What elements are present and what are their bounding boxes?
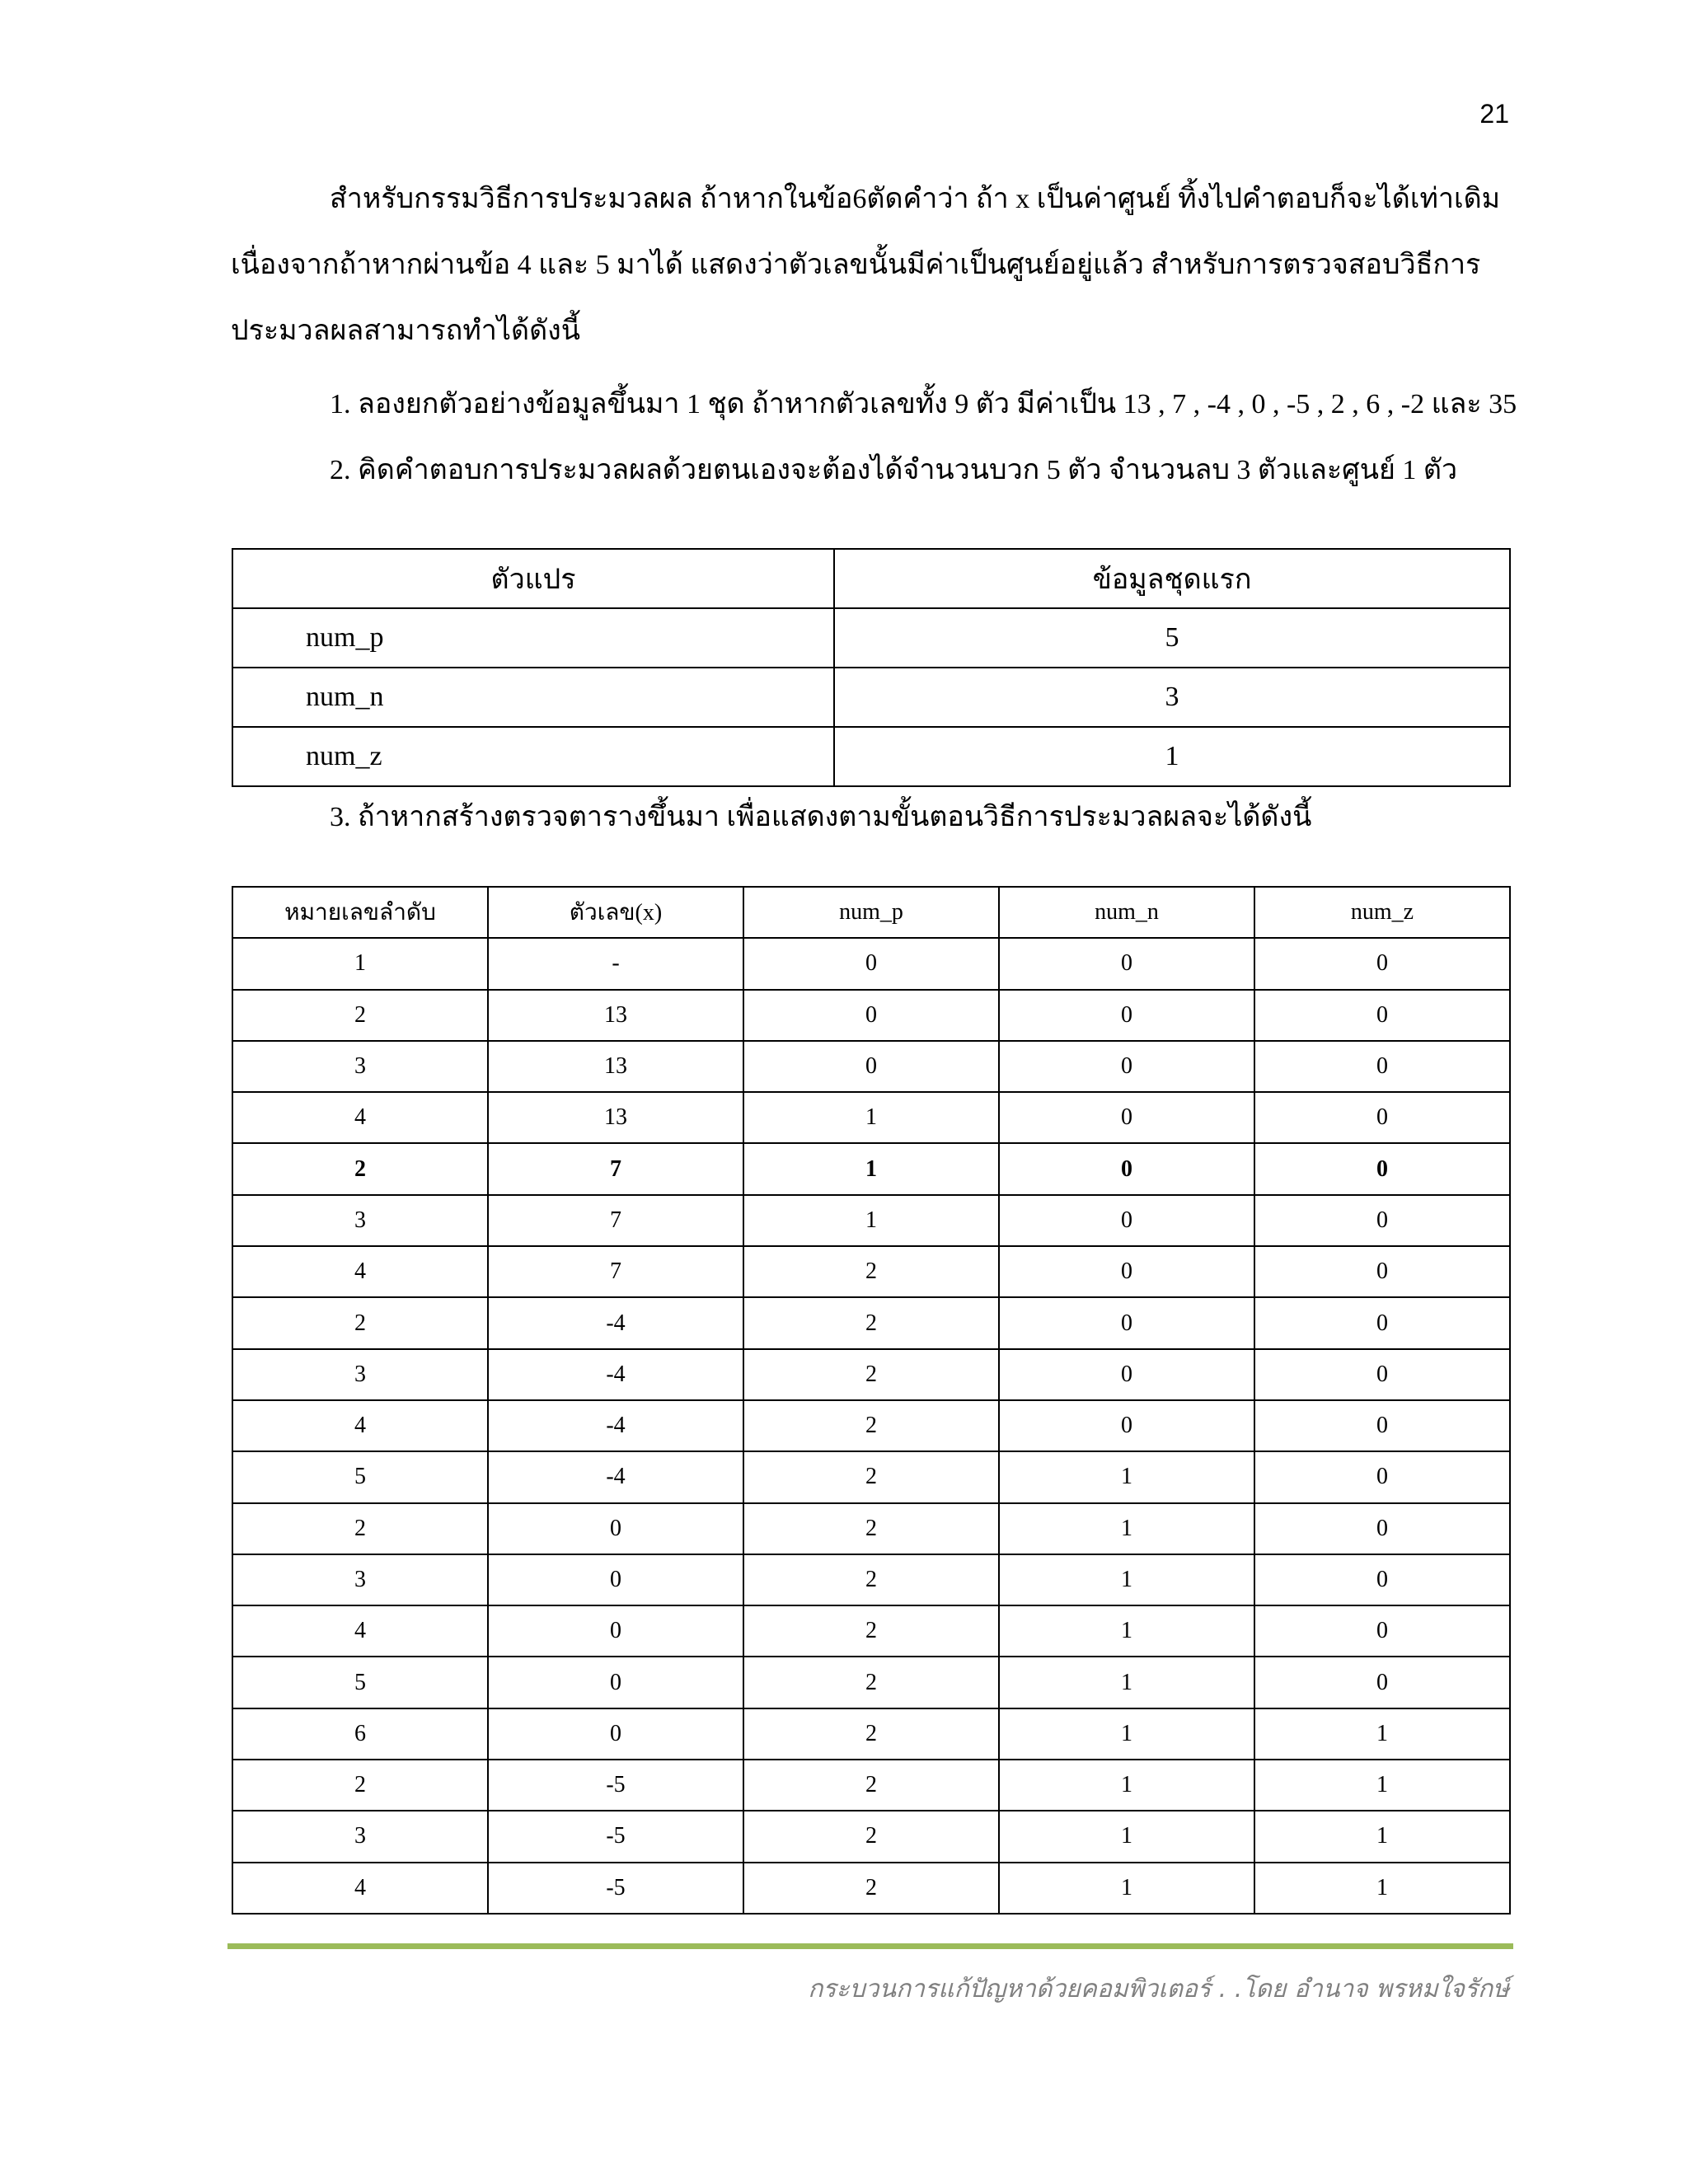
num-z-cell: 0 bbox=[1254, 1092, 1510, 1143]
num-z-cell: 0 bbox=[1254, 1503, 1510, 1554]
num-z-cell: 0 bbox=[1254, 1246, 1510, 1297]
step-number-cell: 3 bbox=[232, 1554, 488, 1605]
list-item-3: 3. ถ้าหากสร้างตรวจตารางขึ้นมา เพื่อแสดงตามขั้นตอนวิธีการประมวลผลจะได้ดังนี้ bbox=[330, 802, 1312, 832]
table-row bbox=[232, 1657, 1510, 1708]
num-p-cell: 2 bbox=[743, 1451, 999, 1502]
step-number-cell: 3 bbox=[232, 1195, 488, 1246]
num-p-cell: 0 bbox=[743, 1041, 999, 1092]
step-number-cell: 4 bbox=[232, 1863, 488, 1914]
num-n-cell: 0 bbox=[999, 1246, 1254, 1297]
num-n-cell: 0 bbox=[999, 1092, 1254, 1143]
table-row bbox=[232, 990, 1510, 1041]
number-x-cell: 7 bbox=[488, 1143, 743, 1194]
table-row bbox=[232, 1708, 1510, 1760]
num-n-cell: 1 bbox=[999, 1605, 1254, 1657]
num-n-cell: 1 bbox=[999, 1451, 1254, 1502]
step-number-cell: 5 bbox=[232, 1451, 488, 1502]
number-x-cell: 7 bbox=[488, 1195, 743, 1246]
num-z-cell: 0 bbox=[1254, 1297, 1510, 1348]
number-x-cell: 13 bbox=[488, 1092, 743, 1143]
variable-table-header bbox=[232, 549, 1510, 608]
num-n-cell: 1 bbox=[999, 1760, 1254, 1811]
number-x-cell: 13 bbox=[488, 1041, 743, 1092]
number-x-cell: 0 bbox=[488, 1503, 743, 1554]
variable-name: num_n bbox=[232, 668, 834, 727]
step-number-cell: 4 bbox=[232, 1605, 488, 1657]
num-z-cell: 1 bbox=[1254, 1708, 1510, 1760]
paragraph-line-2: เนื่องจากถ้าหากผ่านข้อ 4 และ 5 มาได้ แสดงว่าตัวเลขนั้นมีค่าเป็นศูนย์อยู่แล้ว สำหรับการตรวจสอบวิธีการ bbox=[231, 250, 1481, 280]
footer-divider bbox=[227, 1943, 1513, 1949]
step-number-cell: 1 bbox=[232, 938, 488, 989]
num-n-cell: 1 bbox=[999, 1657, 1254, 1708]
table-row bbox=[232, 1297, 1510, 1348]
step-number-cell: 6 bbox=[232, 1708, 488, 1760]
num-p-cell: 2 bbox=[743, 1760, 999, 1811]
num-p-cell: 2 bbox=[743, 1657, 999, 1708]
number-x-cell: -5 bbox=[488, 1811, 743, 1862]
num-p-cell: 2 bbox=[743, 1400, 999, 1451]
header-variable: ตัวแปร bbox=[232, 549, 834, 608]
trace-table-header bbox=[232, 887, 1510, 938]
table-row bbox=[232, 1760, 1510, 1811]
number-x-cell: -4 bbox=[488, 1400, 743, 1451]
variable-table bbox=[232, 548, 1511, 787]
num-z-cell: 0 bbox=[1254, 1605, 1510, 1657]
num-n-cell: 0 bbox=[999, 1195, 1254, 1246]
table-row bbox=[232, 1041, 1510, 1092]
num-z-cell: 0 bbox=[1254, 1041, 1510, 1092]
num-z-cell: 0 bbox=[1254, 1554, 1510, 1605]
num-n-cell: 0 bbox=[999, 1400, 1254, 1451]
num-z-cell: 0 bbox=[1254, 1451, 1510, 1502]
num-p-cell: 2 bbox=[743, 1503, 999, 1554]
paragraph-line-1: สำหรับกรรมวิธีการประมวลผล ถ้าหากในข้อ6ตัดคำว่า ถ้า x เป็นค่าศูนย์ ทิ้งไปคำตอบก็จะได้เท่าเดิม bbox=[330, 184, 1501, 214]
step-number-cell: 4 bbox=[232, 1246, 488, 1297]
num-n-cell: 0 bbox=[999, 1143, 1254, 1194]
number-x-cell: -5 bbox=[488, 1863, 743, 1914]
number-x-cell: 0 bbox=[488, 1657, 743, 1708]
num-z-cell: 1 bbox=[1254, 1811, 1510, 1862]
num-n-cell: 1 bbox=[999, 1863, 1254, 1914]
variable-value: 3 bbox=[834, 668, 1510, 727]
table-row bbox=[232, 727, 1510, 786]
num-p-cell: 2 bbox=[743, 1708, 999, 1760]
table-row bbox=[232, 1246, 1510, 1297]
num-z-cell: 0 bbox=[1254, 1349, 1510, 1400]
step-number-cell: 5 bbox=[232, 1657, 488, 1708]
number-x-cell: 0 bbox=[488, 1554, 743, 1605]
table-row bbox=[232, 1349, 1510, 1400]
number-x-cell: 13 bbox=[488, 990, 743, 1041]
num-n-cell: 1 bbox=[999, 1811, 1254, 1862]
header-num-z: num_z bbox=[1254, 887, 1510, 938]
num-p-cell: 1 bbox=[743, 1143, 999, 1194]
num-n-cell: 1 bbox=[999, 1503, 1254, 1554]
num-z-cell: 0 bbox=[1254, 1400, 1510, 1451]
step-number-cell: 4 bbox=[232, 1092, 488, 1143]
number-x-cell: - bbox=[488, 938, 743, 989]
num-n-cell: 0 bbox=[999, 990, 1254, 1041]
num-n-cell: 1 bbox=[999, 1554, 1254, 1605]
number-x-cell: -4 bbox=[488, 1451, 743, 1502]
num-z-cell: 1 bbox=[1254, 1760, 1510, 1811]
number-x-cell: 0 bbox=[488, 1708, 743, 1760]
num-z-cell: 1 bbox=[1254, 1863, 1510, 1914]
number-x-cell: -4 bbox=[488, 1297, 743, 1348]
num-z-cell: 0 bbox=[1254, 990, 1510, 1041]
header-step-number: หมายเลขลำดับ bbox=[232, 887, 488, 938]
num-z-cell: 0 bbox=[1254, 1195, 1510, 1246]
num-n-cell: 0 bbox=[999, 1297, 1254, 1348]
num-p-cell: 1 bbox=[743, 1195, 999, 1246]
variable-value: 1 bbox=[834, 727, 1510, 786]
table-row bbox=[232, 1195, 1510, 1246]
header-num-p: num_p bbox=[743, 887, 999, 938]
number-x-cell: -5 bbox=[488, 1760, 743, 1811]
num-n-cell: 0 bbox=[999, 938, 1254, 989]
num-p-cell: 2 bbox=[743, 1863, 999, 1914]
paragraph-line-3: ประมวลผลสามารถทำได้ดังนี้ bbox=[231, 316, 581, 346]
table-row bbox=[232, 1143, 1510, 1194]
num-p-cell: 2 bbox=[743, 1811, 999, 1862]
table-row bbox=[232, 1400, 1510, 1451]
num-n-cell: 0 bbox=[999, 1041, 1254, 1092]
num-z-cell: 0 bbox=[1254, 938, 1510, 989]
number-x-cell: 0 bbox=[488, 1605, 743, 1657]
num-z-cell: 0 bbox=[1254, 1143, 1510, 1194]
table-row bbox=[232, 668, 1510, 727]
step-number-cell: 4 bbox=[232, 1400, 488, 1451]
num-p-cell: 2 bbox=[743, 1297, 999, 1348]
header-first-dataset: ข้อมูลชุดแรก bbox=[834, 549, 1510, 608]
step-number-cell: 2 bbox=[232, 1503, 488, 1554]
num-p-cell: 2 bbox=[743, 1554, 999, 1605]
table-row bbox=[232, 608, 1510, 668]
step-number-cell: 2 bbox=[232, 1143, 488, 1194]
step-number-cell: 3 bbox=[232, 1349, 488, 1400]
step-number-cell: 2 bbox=[232, 1297, 488, 1348]
list-item-1: 1. ลองยกตัวอย่างข้อมูลขึ้นมา 1 ชุด ถ้าหากตัวเลขทั้ง 9 ตัว มีค่าเป็น 13 , 7 , -4 , 0 , -5 , 2 , 6 , -2 และ 35 bbox=[330, 389, 1517, 419]
num-p-cell: 1 bbox=[743, 1092, 999, 1143]
num-p-cell: 2 bbox=[743, 1605, 999, 1657]
step-number-cell: 3 bbox=[232, 1041, 488, 1092]
trace-table-body bbox=[232, 938, 1510, 1914]
number-x-cell: -4 bbox=[488, 1349, 743, 1400]
table-row bbox=[232, 938, 1510, 989]
number-x-cell: 7 bbox=[488, 1246, 743, 1297]
list-item-2: 2. คิดคำตอบการประมวลผลด้วยตนเองจะต้องได้จำนวนบวก 5 ตัว จำนวนลบ 3 ตัวและศูนย์ 1 ตัว bbox=[330, 455, 1458, 485]
num-n-cell: 0 bbox=[999, 1349, 1254, 1400]
num-n-cell: 1 bbox=[999, 1708, 1254, 1760]
table-row bbox=[232, 1451, 1510, 1502]
table-row bbox=[232, 1503, 1510, 1554]
header-num-n: num_n bbox=[999, 887, 1254, 938]
variable-name: num_p bbox=[232, 608, 834, 668]
table-row bbox=[232, 1554, 1510, 1605]
num-p-cell: 0 bbox=[743, 990, 999, 1041]
step-number-cell: 3 bbox=[232, 1811, 488, 1862]
num-p-cell: 2 bbox=[743, 1349, 999, 1400]
step-number-cell: 2 bbox=[232, 990, 488, 1041]
variable-name: num_z bbox=[232, 727, 834, 786]
num-z-cell: 0 bbox=[1254, 1657, 1510, 1708]
table-row bbox=[232, 1092, 1510, 1143]
footer-text: กระบวนการแก้ปัญหาด้วยคอมพิวเตอร์ . .โดย อำนาจ พรหมใจรักษ์ bbox=[808, 1975, 1509, 2004]
table-row bbox=[232, 1811, 1510, 1862]
trace-table bbox=[232, 886, 1511, 1915]
table-row bbox=[232, 1863, 1510, 1914]
num-p-cell: 2 bbox=[743, 1246, 999, 1297]
step-number-cell: 2 bbox=[232, 1760, 488, 1811]
table-row bbox=[232, 1605, 1510, 1657]
num-p-cell: 0 bbox=[743, 938, 999, 989]
variable-value: 5 bbox=[834, 608, 1510, 668]
header-number-x: ตัวเลข(x) bbox=[488, 887, 743, 938]
page-number: 21 bbox=[1479, 99, 1509, 129]
